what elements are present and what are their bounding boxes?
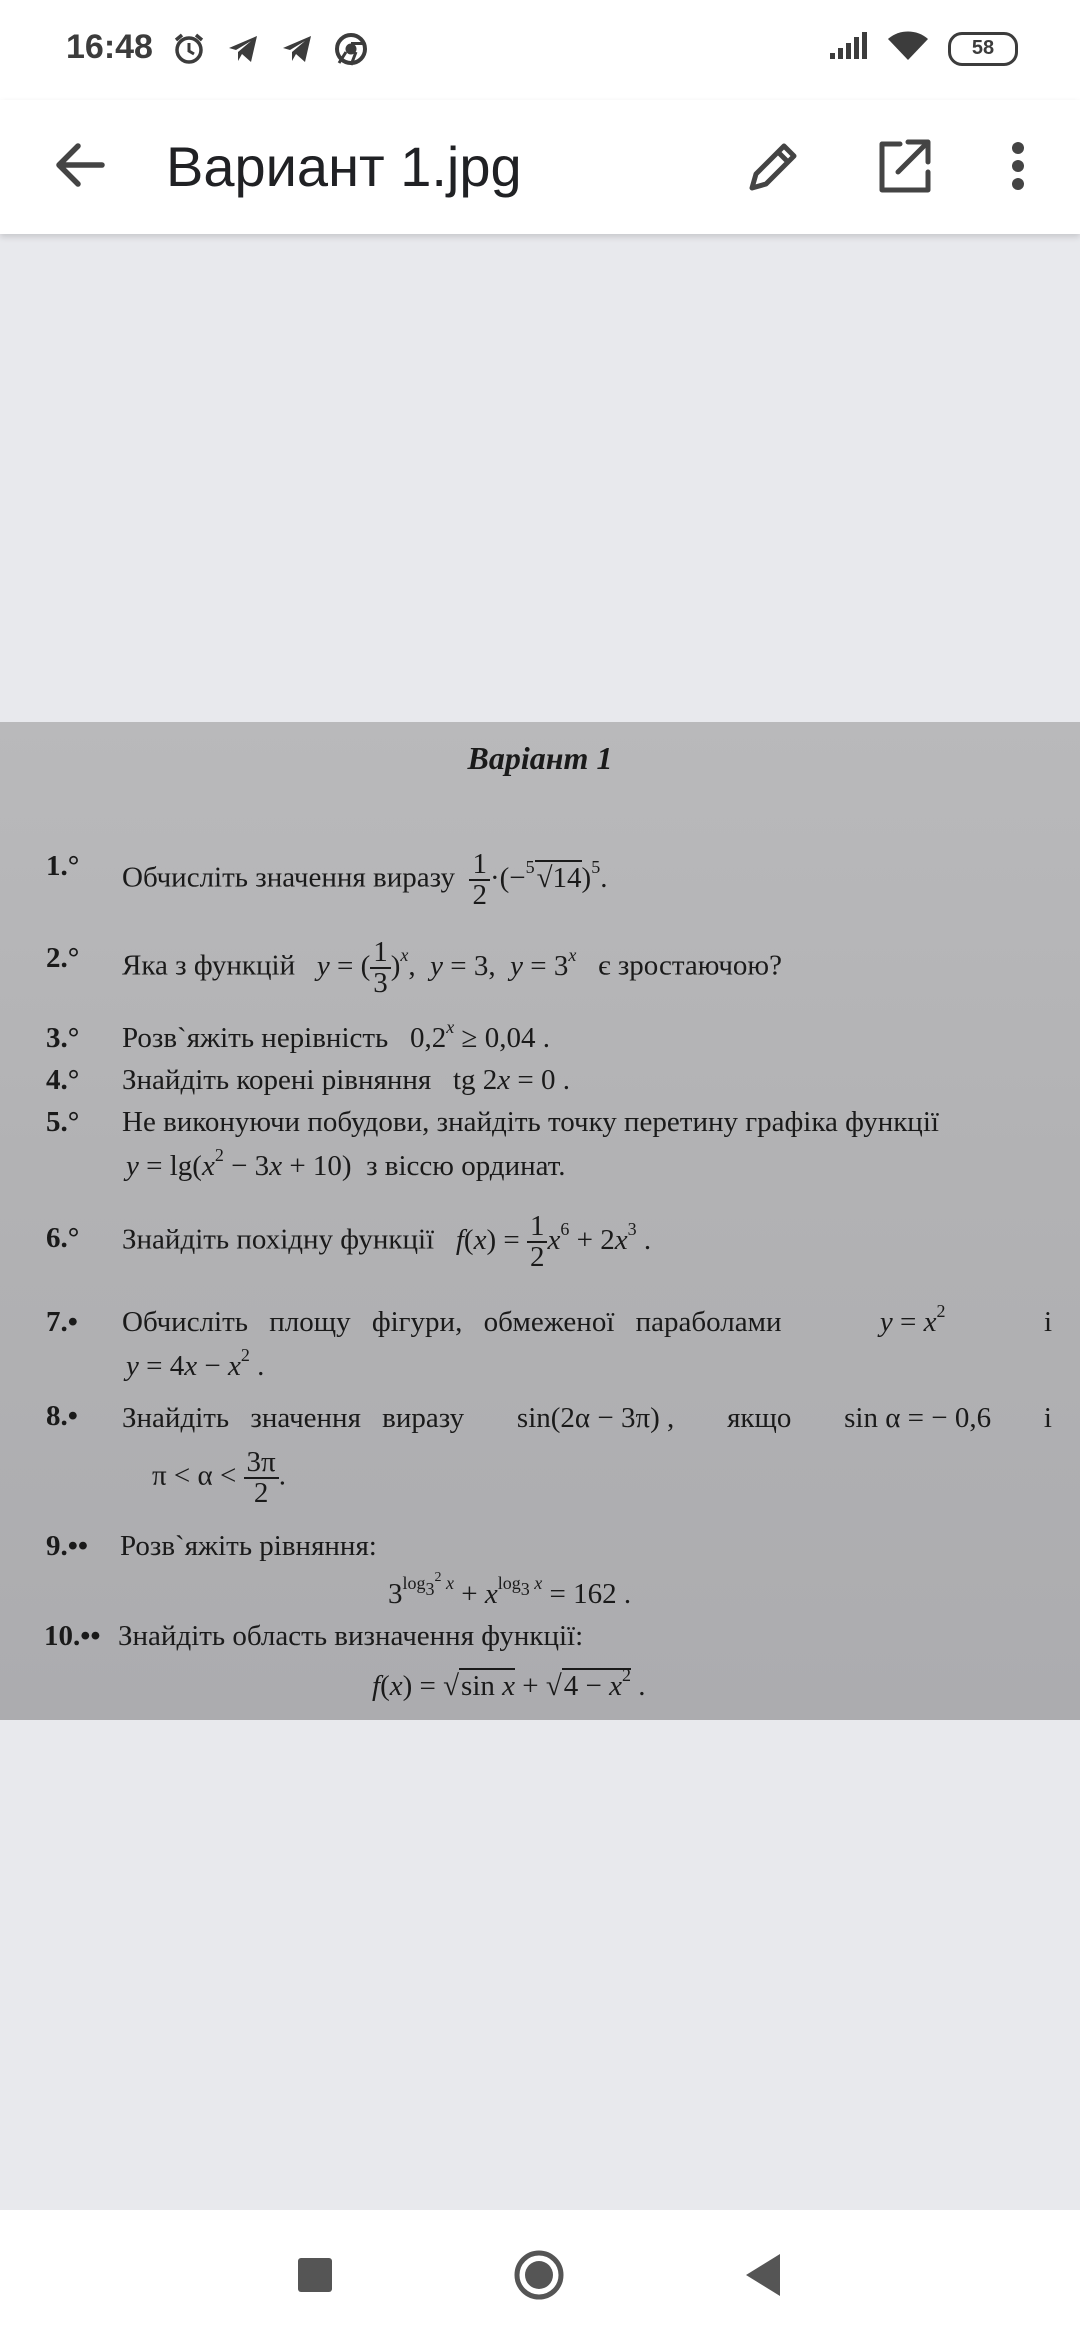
document-heading: Варіант 1: [467, 740, 613, 776]
back-arrow-icon: [44, 130, 114, 200]
wifi-icon: [886, 30, 930, 67]
task-7-formula-b: $y = 4x - x^2$ .: [126, 1345, 265, 1382]
task-3-formula: $0,2^x \ge 0,04$ .: [395, 1017, 550, 1054]
task-2-text: [122, 938, 782, 998]
navigation-bar: [0, 2210, 1080, 2340]
home-icon[interactable]: [512, 2248, 566, 2302]
document-image[interactable]: [0, 722, 1080, 1720]
status-bar: [0, 0, 1080, 100]
task-text-3: і: [1043, 1402, 1052, 1434]
task-5-text-line2: [126, 1145, 566, 1183]
task-7-text: [122, 1301, 1052, 1339]
task-number: 3.°: [46, 1022, 80, 1054]
notification-icons: [172, 32, 368, 66]
task-text-2: з віссю ординат.: [366, 1150, 566, 1182]
recents-icon[interactable]: [298, 2258, 332, 2292]
task-text: Розв`яжіть нерівність: [122, 1022, 389, 1054]
task-number: 7.•: [46, 1306, 78, 1338]
task-3-text: [122, 1017, 550, 1055]
task-7-formula-a: $y = x^2$: [879, 1301, 946, 1338]
task-text: Знайдіть похідну функції: [122, 1223, 435, 1256]
task-text-2: якщо: [727, 1402, 792, 1434]
task-10-formula: f(x) = √sin $x + √4 - x^2$ .: [372, 1665, 646, 1702]
app-bar: [0, 100, 1080, 234]
task-number: 10.••: [44, 1620, 101, 1652]
task-8-formula-b: sin α = − 0,6: [844, 1402, 992, 1434]
task-text: Яка з функцій: [122, 949, 296, 982]
status-time: 16:48: [66, 28, 153, 66]
task-2-formula: y = ( $\frac{1}{3}$ )$^x$, y = 3, $y = 3^x$: [316, 936, 577, 999]
more-vert-icon: [988, 128, 1048, 204]
task-1-text: [122, 850, 607, 910]
chrome-icon: [334, 32, 368, 66]
task-number: 6.°: [46, 1222, 80, 1254]
task-text: Розв`яжіть рівняння:: [120, 1530, 377, 1562]
telegram-icon: [280, 32, 314, 66]
system-icons: [828, 30, 1018, 67]
task-8-formula-a: sin(2α − 3π) ,: [516, 1402, 675, 1434]
edit-pencil-icon: [738, 128, 808, 204]
task-text: Обчисліть значення виразу: [122, 861, 455, 894]
task-4-text: [122, 1064, 570, 1097]
alarm-icon: [172, 32, 206, 66]
task-6-text: [122, 1212, 651, 1272]
task-8-formula-c: π < α < $\frac{3\pi}{2}$ .: [152, 1446, 286, 1509]
task-number: 4.°: [46, 1064, 80, 1096]
edit-button[interactable]: [738, 128, 808, 204]
back-icon[interactable]: [740, 2250, 784, 2300]
task-8-text: [122, 1402, 1052, 1435]
task-6-formula: f(x) = $\frac{1}{2}$ $x^6 + 2x^3$ .: [455, 1210, 652, 1273]
task-number: 8.•: [46, 1400, 78, 1432]
signal-icon: [828, 31, 868, 66]
task-4-formula: tg 2x = 0 .: [438, 1064, 570, 1096]
task-9-formula: $3^{log_3^2 x} + x^{log_3 x} = 162$ .: [388, 1570, 632, 1610]
task-text-2: і: [1043, 1306, 1052, 1338]
task-number: 1.°: [46, 850, 80, 882]
more-options-button[interactable]: [988, 128, 1048, 204]
task-number: 9.••: [46, 1530, 89, 1562]
task-text: Знайдіть область визначення функції:: [118, 1620, 584, 1652]
task-5-text: Не виконуючи побудови, знайдіть точку перетину графіка функції: [122, 1106, 939, 1138]
task-text: Обчисліть площу фігури, обмеженої параболами: [122, 1306, 782, 1338]
back-button[interactable]: [44, 130, 114, 200]
telegram-icon: [226, 32, 260, 66]
open-external-icon: [868, 128, 938, 204]
task-text: Знайдіть значення виразу: [122, 1402, 465, 1434]
file-title: Вариант 1.jpg: [166, 135, 522, 198]
task-text-2: є зростаючою?: [598, 949, 782, 982]
battery-icon: [948, 32, 1018, 66]
task-number: 2.°: [46, 942, 80, 974]
task-number: 5.°: [46, 1106, 80, 1138]
task-5-formula: $y = \lg(x^2 - 3x + 10)$: [126, 1145, 367, 1182]
battery-level: 58: [971, 37, 995, 59]
task-1-formula: $\frac{1}{2}$ $\cdot(-^5√14)^5$.: [462, 862, 607, 894]
task-text: Знайдіть корені рівняння: [122, 1064, 432, 1096]
open-externally-button[interactable]: [868, 128, 938, 204]
